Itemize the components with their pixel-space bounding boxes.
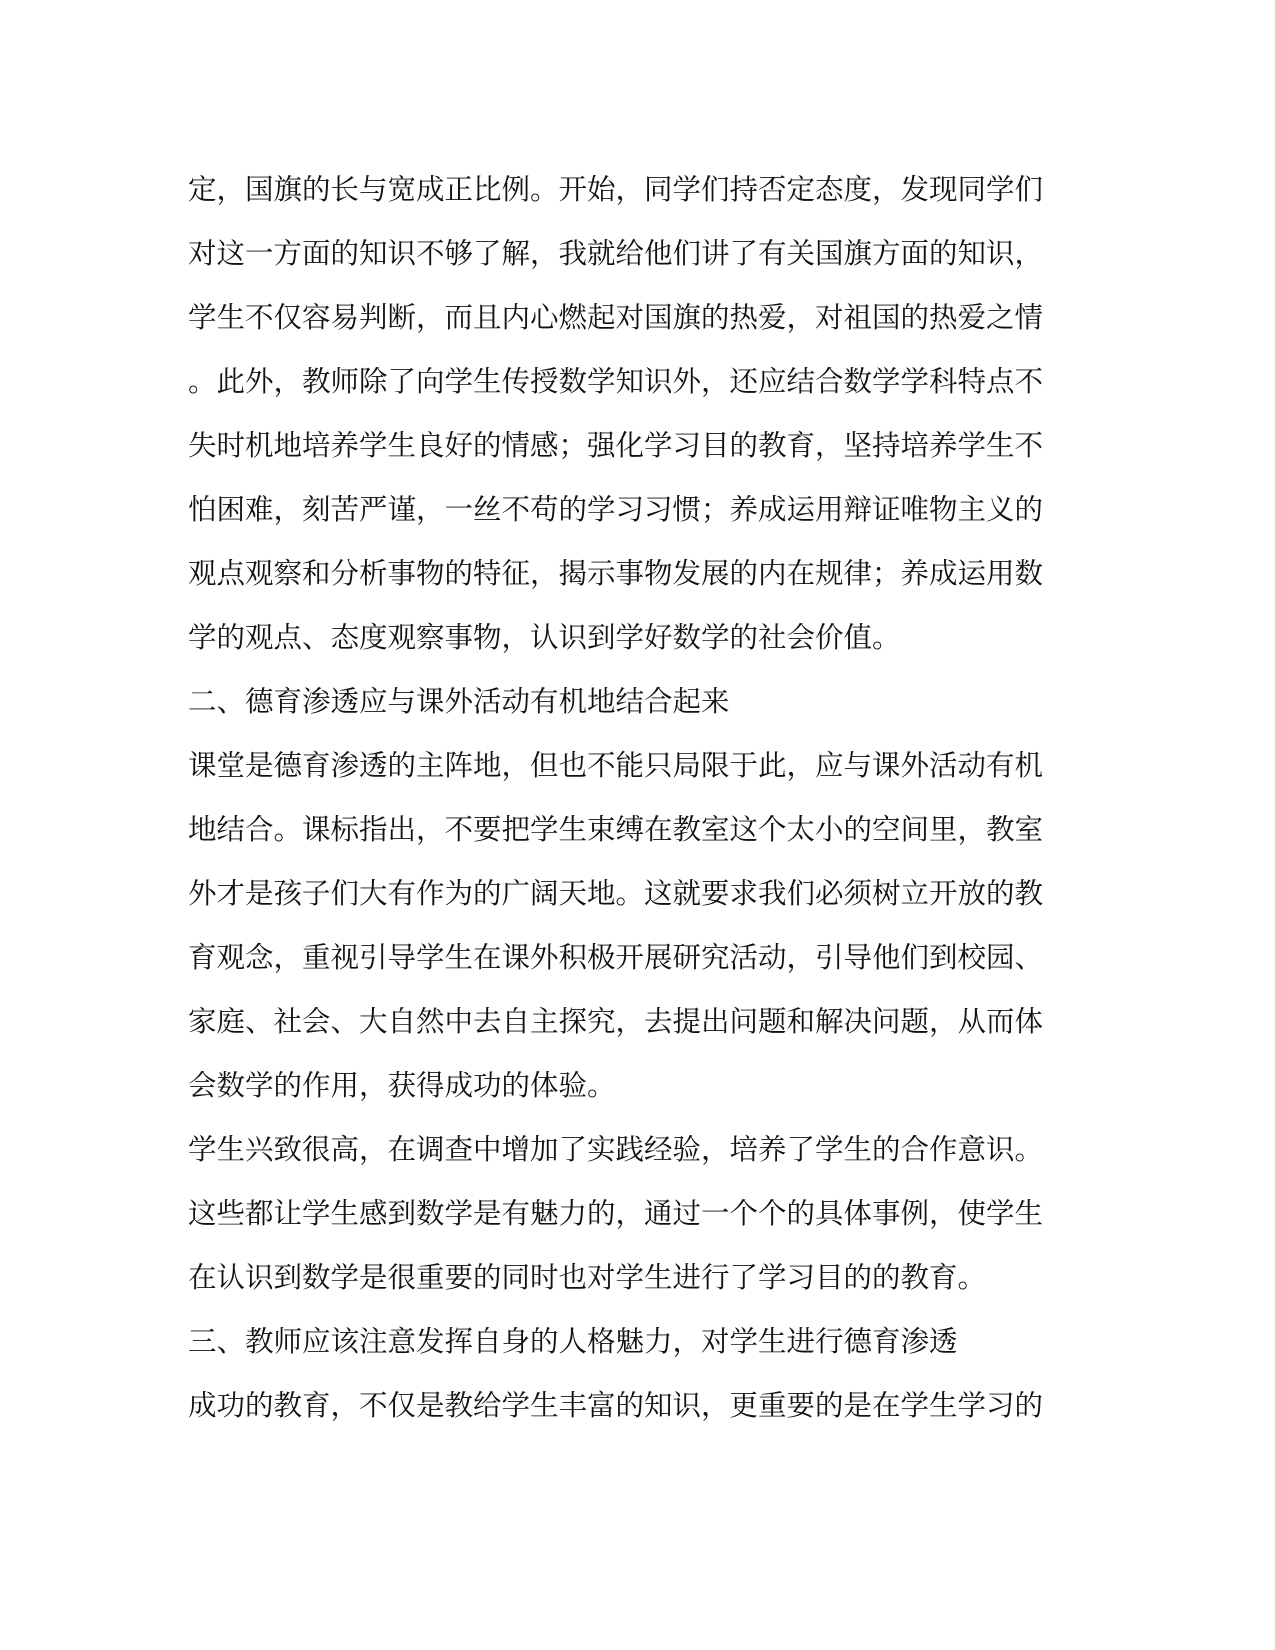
- paragraph-line: 家庭、社会、大自然中去自主探究，去提出问题和解决问题，从而体: [188, 1005, 1044, 1038]
- paragraph-line: 课堂是德育渗透的主阵地，但也不能只局限于此，应与课外活动有机: [188, 749, 1044, 782]
- section-heading-3: 三、教师应该注意发挥自身的人格魅力，对学生进行德育渗透: [188, 1325, 958, 1358]
- paragraph-line: 学的观点、态度观察事物，认识到学好数学的社会价值。: [188, 621, 901, 654]
- paragraph-line: 外才是孩子们大有作为的广阔天地。这就要求我们必须树立开放的教: [188, 877, 1044, 910]
- paragraph-line: 观点观察和分析事物的特征，揭示事物发展的内在规律；养成运用数: [188, 557, 1044, 590]
- paragraph-line: 成功的教育，不仅是教给学生丰富的知识，更重要的是在学生学习的: [188, 1389, 1044, 1422]
- paragraph-line: 这些都让学生感到数学是有魅力的，通过一个个的具体事例，使学生: [188, 1197, 1044, 1230]
- paragraph-line: 学生不仅容易判断，而且内心燃起对国旗的热爱，对祖国的热爱之情: [188, 301, 1044, 334]
- document-body: [188, 158, 1068, 1438]
- paragraph-line: 在认识到数学是很重要的同时也对学生进行了学习目的的教育。: [188, 1261, 987, 1294]
- paragraph-line: 怕困难，刻苦严谨，一丝不苟的学习习惯；养成运用辩证唯物主义的: [188, 493, 1044, 526]
- paragraph-line: 失时机地培养学生良好的情感；强化学习目的教育，坚持培养学生不: [188, 429, 1044, 462]
- section-heading-2: 二、德育渗透应与课外活动有机地结合起来: [188, 685, 730, 718]
- paragraph-line: 学生兴致很高，在调查中增加了实践经验，培养了学生的合作意识。: [188, 1133, 1044, 1166]
- paragraph-line: 对这一方面的知识不够了解，我就给他们讲了有关国旗方面的知识，: [188, 237, 1044, 270]
- paragraph-line: 定，国旗的长与宽成正比例。开始，同学们持否定态度，发现同学们: [188, 173, 1044, 206]
- paragraph-line: 育观念，重视引导学生在课外积极开展研究活动，引导他们到校园、: [188, 941, 1044, 974]
- paragraph-line: 地结合。课标指出，不要把学生束缚在教室这个太小的空间里，教室: [188, 813, 1044, 846]
- paragraph-line: 会数学的作用，获得成功的体验。: [188, 1069, 616, 1102]
- paragraph-line: 。此外，教师除了向学生传授数学知识外，还应结合数学学科特点不: [188, 365, 1044, 398]
